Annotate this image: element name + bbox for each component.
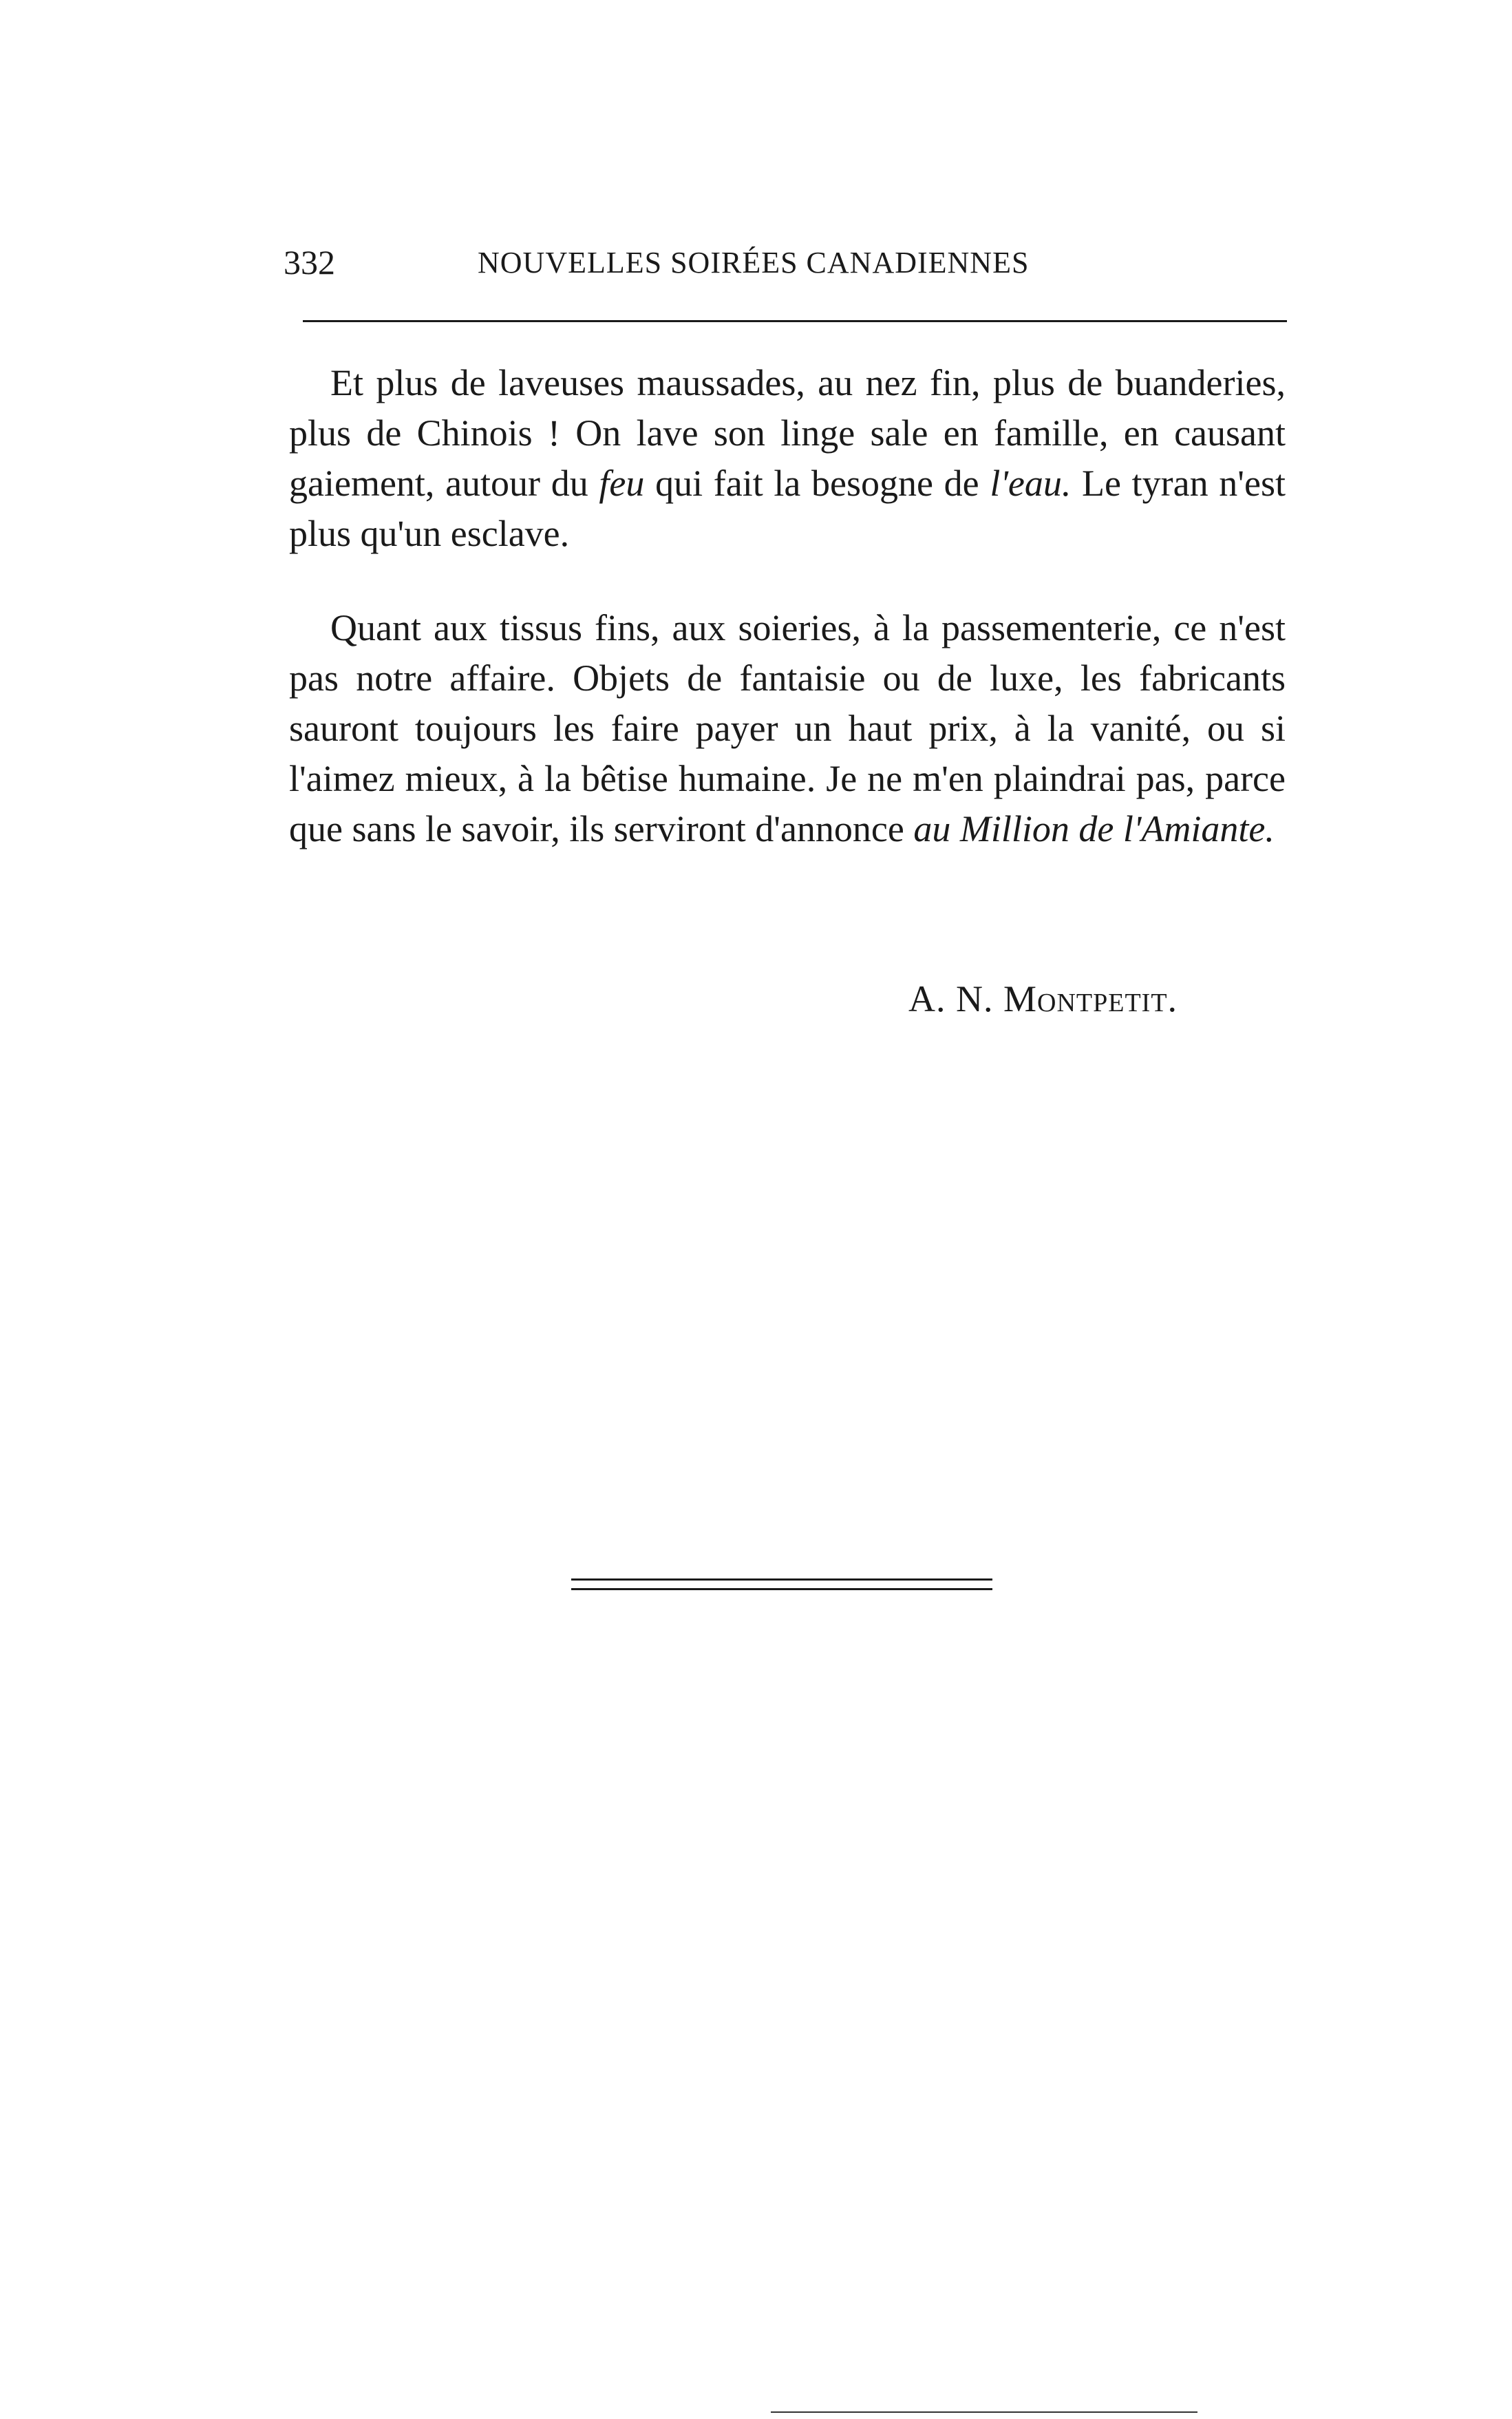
paragraph xyxy=(289,603,1286,854)
running-head xyxy=(284,242,1288,291)
running-title: NOUVELLES SOIRÉES CANADIENNES xyxy=(478,246,1030,279)
author-signature: A. N. Montpetit. xyxy=(908,978,1178,1020)
header-rule xyxy=(303,320,1287,322)
body-text xyxy=(289,358,1286,854)
paragraph-text: Et plus de laveuses maussades, au nez fin, plus de buanderies, plus de Chinois ! On lave son linge sale en famille, en causant gaiement, autour du xyxy=(289,362,1286,504)
scan-edge-line xyxy=(771,2411,1197,2413)
paragraph-text: qui fait la besogne de xyxy=(644,463,990,504)
paragraph xyxy=(289,358,1286,559)
end-rule xyxy=(571,1578,992,1581)
page-number: 332 xyxy=(284,243,335,282)
italic-text: l'eau. xyxy=(990,463,1072,504)
paragraph-text: Quant aux tissus fins, aux soieries, à la passementerie, ce n'est pas notre affaire. Objets de fantaisie ou de luxe, les fabricants sauront toujours les faire payer un haut prix, à la vanité, ou si l'aimez mieux, à la bêtise humaine. Je ne m'en plaindrai pas, parce que sans le savoir, ils serviront d'annonce xyxy=(289,607,1286,849)
italic-text: au Million de l'Amiante. xyxy=(913,808,1275,849)
paragraph-text: Le tyran n'est plus qu'un esclave. xyxy=(289,463,1286,554)
italic-text: feu xyxy=(599,463,645,504)
end-rule xyxy=(571,1588,992,1590)
